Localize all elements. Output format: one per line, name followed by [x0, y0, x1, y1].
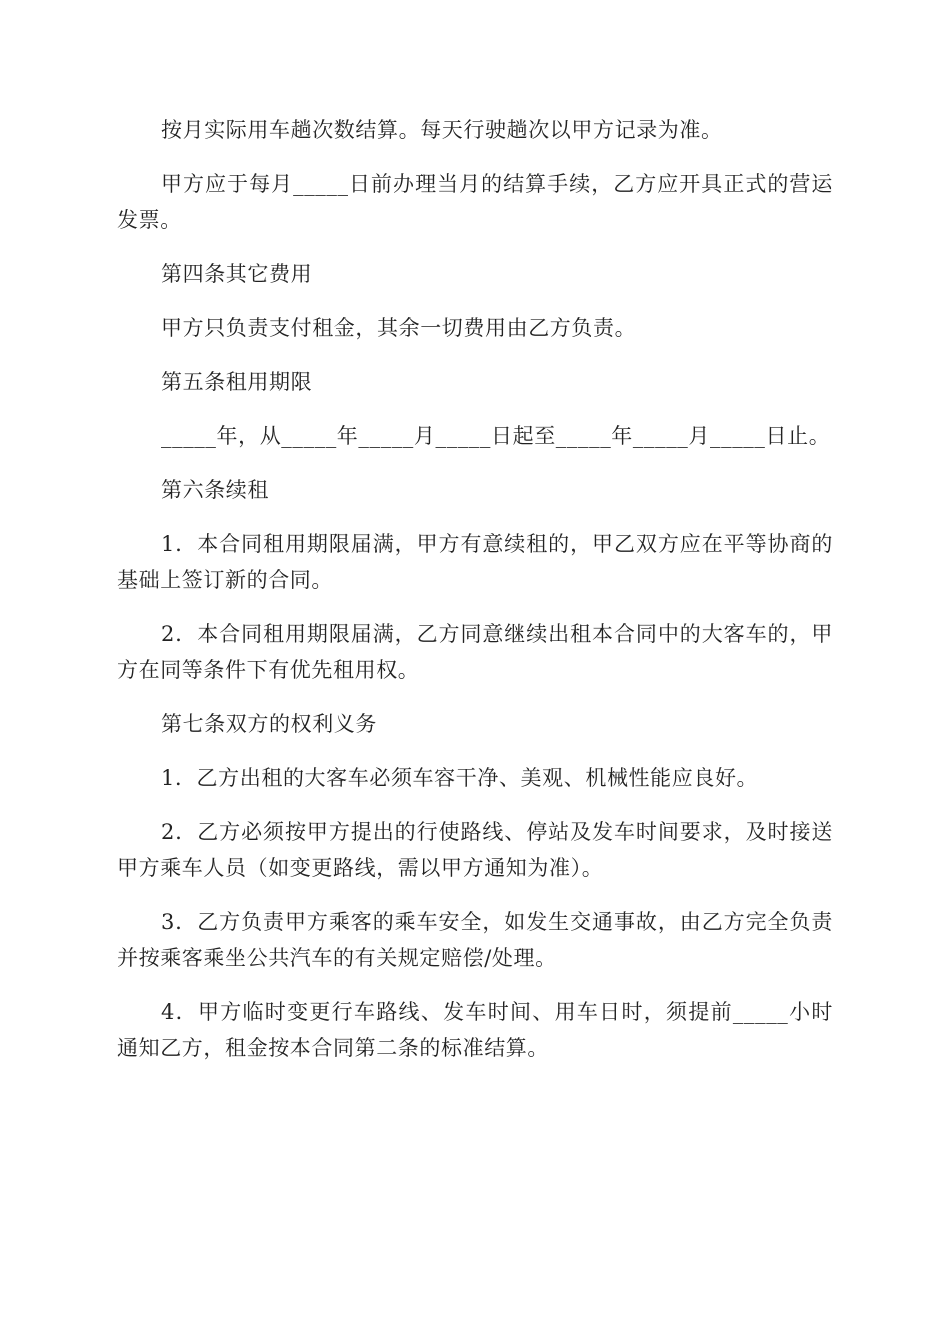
- document-body: [117, 112, 833, 1084]
- obligation-clause-1: 1．乙方出租的大客车必须车容干净、美观、机械性能应良好。: [161, 766, 759, 790]
- article-5-heading: 第五条租用期限: [161, 370, 313, 394]
- other-fees-paragraph: 甲方只负责支付租金，其余一切费用由乙方负责。: [161, 316, 637, 340]
- obligation-clause-4: 4．甲方临时变更行车路线、发车时间、用车日时，须提前_____小时通知乙方，租金按本合同第二条的标准结算。: [117, 1000, 833, 1060]
- article-4-heading: 第四条其它费用: [161, 262, 313, 286]
- obligation-clause-2: 2．乙方必须按甲方提出的行使路线、停站及发车时间要求，及时接送甲方乘车人员（如变更路线，需以甲方通知为准）。: [117, 820, 833, 880]
- article-7-heading: 第七条双方的权利义务: [161, 712, 377, 736]
- renewal-clause-2: 2．本合同租用期限届满，乙方同意继续出租本合同中的大客车的，甲方在同等条件下有优先租用权。: [117, 622, 833, 682]
- lease-term-paragraph: _____年，从_____年_____月_____日起至_____年_____月_____日止。: [161, 424, 831, 448]
- article-6-heading: 第六条续租: [161, 478, 269, 502]
- renewal-clause-1: 1．本合同租用期限届满，甲方有意续租的，甲乙双方应在平等协商的基础上签订新的合同。: [117, 532, 833, 592]
- settlement-basis-paragraph: 按月实际用车趟次数结算。每天行驶趟次以甲方记录为准。: [161, 118, 723, 142]
- obligation-clause-3: 3．乙方负责甲方乘客的乘车安全，如发生交通事故，由乙方完全负责并按乘客乘坐公共汽车的有关规定赔偿/处理。: [117, 910, 833, 970]
- settlement-procedure-paragraph: 甲方应于每月_____日前办理当月的结算手续，乙方应开具正式的营运发票。: [117, 172, 833, 232]
